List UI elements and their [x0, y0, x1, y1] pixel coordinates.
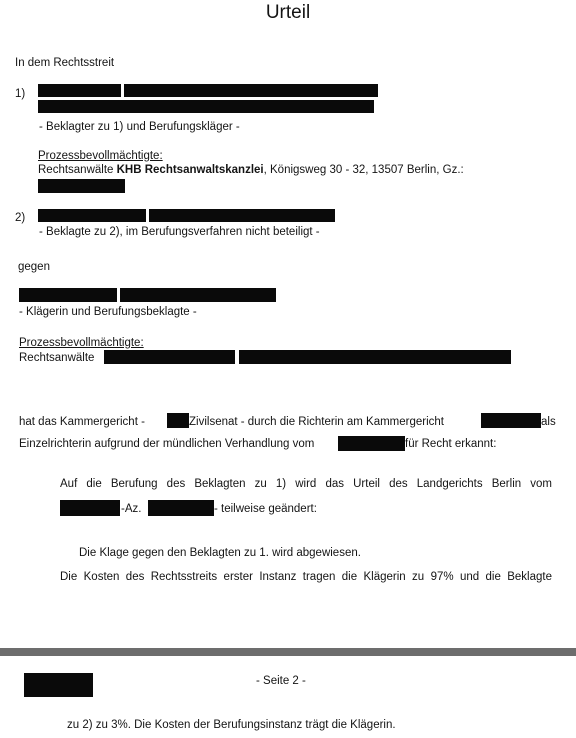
redaction-bar [104, 350, 235, 364]
plaintiff-role: - Klägerin und Berufungsbeklagte - [19, 306, 197, 318]
party1-counsel-line [38, 164, 464, 176]
costs-line1: Die Kosten des Rechtsstreits erster Instanz tragen die Klägerin zu 97% und die Beklagte [60, 571, 552, 583]
redaction-bar [149, 209, 335, 222]
page-divider [0, 648, 576, 656]
gegen-text: gegen [18, 261, 50, 273]
page-number: - Seite 2 - [256, 675, 306, 687]
redaction-bar [19, 288, 117, 302]
intro-text: In dem Rechtsstreit [15, 57, 115, 69]
redaction-bar [338, 436, 405, 451]
redaction-bar [239, 350, 511, 364]
redaction-bar [38, 209, 146, 222]
ruling-intro-d: Einzelrichterin aufgrund der mündlichen Verhandlung vom [19, 438, 315, 450]
redaction-bar [167, 413, 189, 428]
ruling-intro-c: als [541, 416, 556, 428]
counsel-firm: KHB Rechtsanwaltskanzlei [116, 164, 264, 176]
party1-role: - Beklagter zu 1) und Berufungskläger - [39, 121, 240, 133]
decision-line1: Auf die Berufung des Beklagten zu 1) wird das Urteil des Landgerichts Berlin vom [60, 478, 552, 490]
ruling-intro-a: hat das Kammergericht - [19, 416, 145, 428]
costs-line2: zu 2) zu 3%. Die Kosten der Berufungsinstanz trägt die Klägerin. [67, 719, 396, 731]
redaction-bar [38, 84, 121, 97]
redaction-bar [124, 84, 378, 97]
page-title: Urteil [265, 2, 311, 23]
counsel-prefix: Rechtsanwälte [38, 164, 117, 176]
dismissal-text: Die Klage gegen den Beklagten zu 1. wird abgewiesen. [79, 547, 361, 559]
party1-number: 1) [15, 88, 26, 100]
party1-counsel-heading: Prozessbevollmächtigte: [38, 150, 163, 162]
party2-number: 2) [15, 212, 26, 224]
party2-role: - Beklagte zu 2), im Berufungsverfahren nicht beteiligt - [39, 226, 320, 238]
ruling-intro-e: für Recht erkannt: [405, 438, 497, 450]
redaction-bar [481, 413, 541, 428]
counsel-address: , Königsweg 30 - 32, 13507 Berlin, Gz.: [263, 164, 464, 176]
redaction-bar [120, 288, 276, 302]
decision-az: -Az. [121, 503, 142, 515]
redaction-bar [38, 100, 374, 113]
decision-changed: - teilweise geändert: [214, 503, 317, 515]
plaintiff-counsel-heading: Prozessbevollmächtigte: [19, 337, 144, 349]
ruling-intro-b: Zivilsenat - durch die Richterin am Kammergericht [189, 416, 445, 428]
redaction-bar [24, 673, 93, 697]
plaintiff-counsel-prefix: Rechtsanwälte [19, 352, 95, 364]
redaction-bar [60, 500, 120, 516]
redaction-bar [38, 179, 125, 193]
redaction-bar [148, 500, 214, 516]
